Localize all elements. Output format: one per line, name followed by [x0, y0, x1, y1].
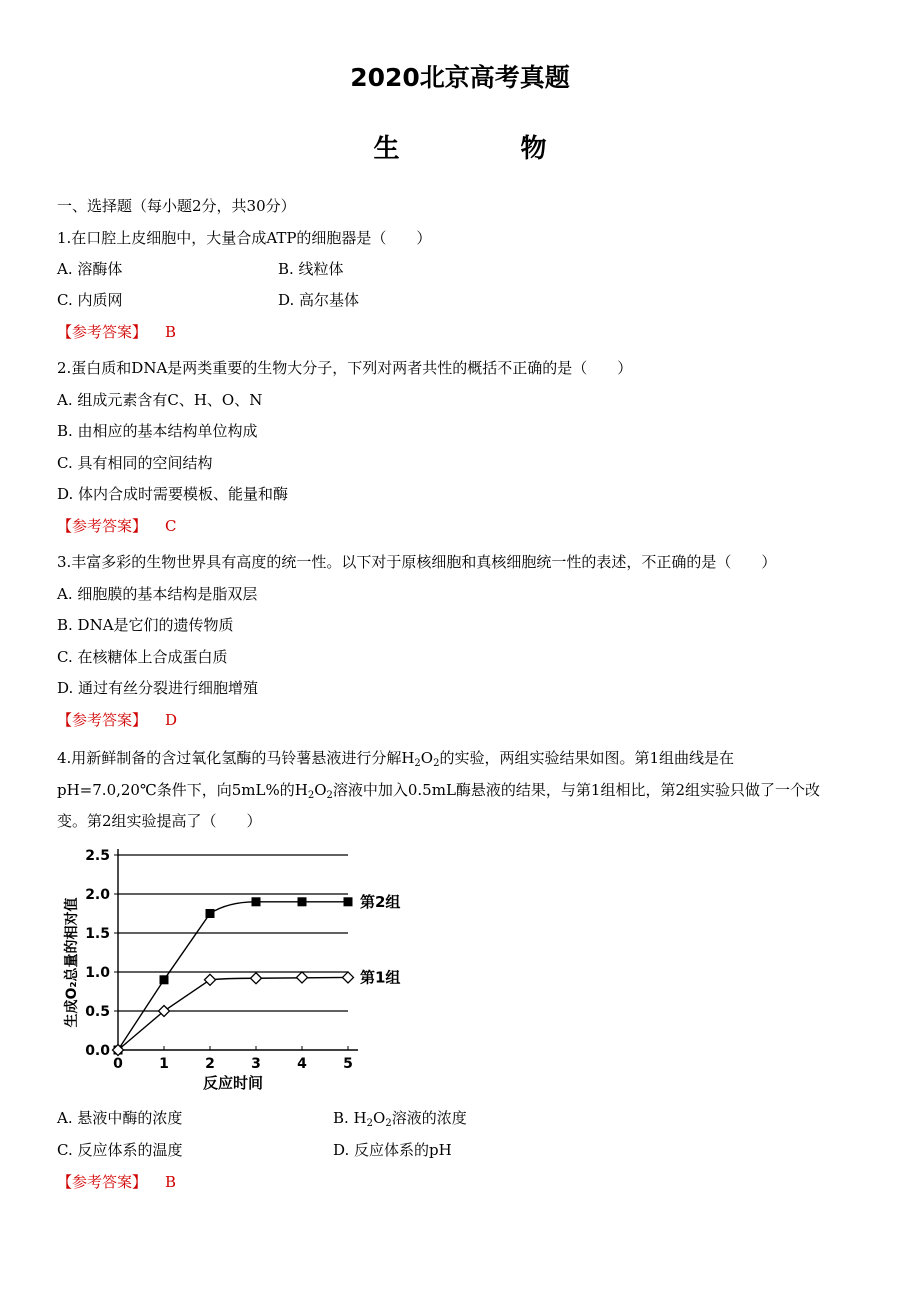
q3-stem: 3.丰富多彩的生物世界具有高度的统一性。以下对于原核细胞和真核细胞统一性的表述，不正确的是（ ） — [57, 553, 777, 571]
data-point-diamond — [205, 974, 216, 985]
q1-option-d: D. 高尔基体 — [278, 291, 360, 309]
y-tick-label: 2.0 — [85, 887, 110, 903]
y-tick-label: 0.0 — [85, 1043, 110, 1059]
x-tick-label: 1 — [159, 1056, 169, 1072]
y-tick-label: 0.5 — [85, 1004, 110, 1020]
x-tick-label: 3 — [251, 1056, 261, 1072]
answer-value: B — [165, 323, 177, 341]
answer-value: C — [165, 517, 177, 535]
answer-value: B — [165, 1173, 177, 1191]
data-point-square — [298, 897, 307, 906]
chart-series — [113, 897, 354, 1055]
data-point-square — [160, 975, 169, 984]
q1-option-c: C. 内质网 — [57, 291, 123, 309]
q2-option-b: B. 由相应的基本结构单位构成 — [57, 422, 258, 440]
q1-answer — [57, 322, 176, 342]
chart-axes — [114, 849, 358, 1050]
data-point-diamond — [343, 972, 354, 983]
page-title: 2020北京高考真题 — [350, 63, 570, 92]
reaction-chart — [50, 838, 420, 1100]
q1-stem: 1.在口腔上皮细胞中，大量合成ATP的细胞器是（ ） — [57, 229, 432, 247]
data-point-diamond — [251, 973, 262, 984]
answer-label: 【参考答案】 — [57, 711, 148, 729]
answer-label: 【参考答案】 — [57, 1173, 148, 1191]
q4-option-a: A. 悬液中酶的浓度 — [57, 1109, 183, 1127]
x-tick-label: 5 — [343, 1056, 353, 1072]
q4-option-d: D. 反应体系的pH — [333, 1141, 452, 1159]
answer-label: 【参考答案】 — [57, 323, 148, 341]
legend-label: 第1组 — [360, 968, 401, 987]
q2-option-a: A. 组成元素含有C、H、O、N — [57, 391, 263, 409]
subject-title: 生 物 — [373, 134, 603, 164]
series-line — [118, 977, 348, 1050]
chart-grid — [118, 855, 348, 1011]
y-tick-label: 1.5 — [85, 926, 110, 942]
x-tick-label: 0 — [113, 1056, 123, 1072]
legend-label: 第2组 — [360, 892, 401, 911]
q3-option-d: D. 通过有丝分裂进行细胞增殖 — [57, 679, 259, 697]
q3-option-a: A. 细胞膜的基本结构是脂双层 — [57, 585, 258, 603]
q3-option-c: C. 在核糖体上合成蛋白质 — [57, 648, 228, 666]
series-line — [118, 902, 348, 1050]
section-heading: 一、选择题（每小题2分，共30分） — [57, 197, 296, 215]
data-point-diamond — [297, 972, 308, 983]
q4-option-b: B. $H_2O_2$溶液的浓度 — [333, 1109, 467, 1129]
data-point-square — [252, 897, 261, 906]
q2-option-c: C. 具有相同的空间结构 — [57, 454, 213, 472]
data-point-square — [344, 897, 353, 906]
answer-value: D — [165, 711, 178, 729]
q4-stem-line-3: 变。第2组实验提高了（ ） — [57, 812, 262, 830]
x-tick-label: 2 — [205, 1056, 215, 1072]
q3-option-b: B. DNA是它们的遗传物质 — [57, 616, 234, 634]
q4-stem-line-1: 4.用新鲜制备的含过氧化氢酶的马铃薯悬液进行分解$H_2O_2$的实验，两组实验结果如图。第1组曲线是在 — [57, 749, 735, 769]
y-tick-label: 2.5 — [85, 848, 110, 864]
q1-option-b: B. 线粒体 — [278, 260, 344, 278]
answer-label: 【参考答案】 — [57, 517, 148, 535]
q2-stem: 2.蛋白质和DNA是两类重要的生物大分子，下列对两者共性的概括不正确的是（ ） — [57, 359, 633, 377]
y-axis-label: 生成O₂总量的相对值 — [64, 897, 80, 1028]
q2-option-d: D. 体内合成时需要模板、能量和酶 — [57, 485, 289, 503]
q4-stem-line-2: pH=7.0,20℃条件下，向5mL%的$H_2O_2$溶液中加入0.5mL酶悬液的结果，与第1组相比，第2组实验只做了一个改 — [57, 781, 821, 801]
x-axis-label: 反应时间 — [202, 1074, 264, 1092]
data-point-square — [206, 909, 215, 918]
chart-labels — [63, 848, 400, 1092]
q4-option-c: C. 反应体系的温度 — [57, 1141, 183, 1159]
y-tick-label: 1.0 — [85, 965, 110, 981]
q3-answer — [57, 710, 177, 730]
q4-answer — [57, 1172, 176, 1192]
q2-answer — [57, 516, 177, 536]
x-tick-label: 4 — [297, 1056, 307, 1072]
q1-option-a: A. 溶酶体 — [57, 260, 123, 278]
